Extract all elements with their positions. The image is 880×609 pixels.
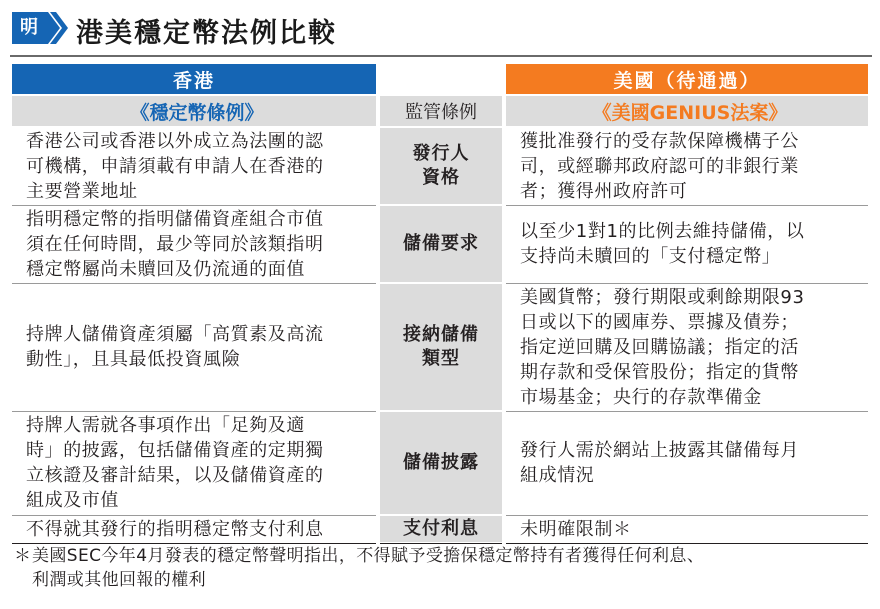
category-cell [380, 206, 502, 282]
hk-cell [12, 516, 376, 542]
middle-column-header: 監管條例 [380, 96, 502, 126]
us-text-line: 市場基金；央行的存款準備金 [520, 386, 762, 408]
us-text-line: 日或以下的國庫券、票據及債券； [520, 311, 799, 333]
hk-text-line: 持牌人儲備資產須屬「高質素及高流 [26, 324, 324, 345]
footnote [14, 544, 870, 592]
category-cell [380, 516, 502, 542]
category-cell [380, 284, 502, 410]
hk-cell [12, 284, 376, 410]
hk-text-line: 立核證及審計結果，以及儲備資產的 [26, 465, 324, 486]
us-text-line: 未明確限制＊ [520, 518, 632, 540]
us-text-line: 期存款和受保管股份；指定的貨幣 [520, 361, 799, 383]
hk-cell [12, 412, 376, 514]
hk-text-line: 主要營業地址 [26, 180, 138, 202]
us-text-line: 組成情況 [520, 465, 595, 486]
hk-cell [12, 128, 376, 204]
footnote-line: 利潤或其他回報的權利 [32, 570, 206, 590]
us-cell [506, 412, 868, 514]
hk-text-line: 動性」，且具最低投資風險 [26, 349, 241, 370]
table-row-reserve-types [12, 284, 868, 410]
logo-char: 明 [20, 17, 38, 38]
us-cell [506, 206, 868, 282]
hk-text-line: 穩定幣屬尚未贖回及仍流通的面值 [26, 258, 305, 280]
category-label-line: 儲備披露 [403, 452, 479, 473]
category-label-line: 儲備要求 [403, 233, 479, 254]
us-text-line: 獲批准發行的受存款保障機構子公 [520, 130, 799, 152]
table-row-reserve-requirement [12, 206, 868, 282]
hk-text-line: 可機構，申請須載有申請人在香港的 [26, 155, 324, 177]
hk-text-line: 指明穩定幣的指明儲備資產組合市值 [26, 208, 324, 230]
us-column-header: 美國（待通過） [506, 64, 868, 94]
hk-text-line: 不得就其發行的指明穩定幣支付利息 [26, 518, 324, 540]
us-text-line: 美國貨幣；發行期限或剩餘期限93 [520, 286, 805, 308]
hk-column-header: 香港 [12, 64, 376, 94]
hk-cell [12, 206, 376, 282]
us-text-line: 支持尚未贖回的「支付穩定幣」 [520, 246, 781, 267]
table-row-issuer [12, 128, 868, 204]
footnote-marker: ＊ [14, 546, 32, 566]
footnote-line: 美國SEC今年4月發表的穩定幣聲明指出，不得賦予受擔保穩定幣持有者獲得任何利息、 [32, 546, 705, 566]
hk-text-line: 持牌人需就各事項作出「足夠及適 [26, 415, 305, 436]
us-cell [506, 284, 868, 410]
title-divider [10, 55, 872, 57]
category-label-line: 發行人 [412, 143, 470, 164]
category-label-line: 類型 [422, 348, 460, 369]
category-cell [380, 128, 502, 204]
us-text-line: 司，或經聯邦政府認可的非銀行業 [520, 155, 799, 177]
hk-text-line: 時」的披露，包括儲備資產的定期獨 [26, 440, 324, 461]
us-text-line: 者；獲得州政府許可 [520, 180, 688, 202]
us-text-line: 以至少1對1的比例去維持儲備，以 [520, 221, 805, 242]
category-label-line: 接納儲備 [403, 324, 479, 345]
category-cell [380, 412, 502, 514]
header [10, 8, 872, 50]
us-cell [506, 516, 868, 542]
ming-pao-logo [10, 8, 70, 48]
us-text-line: 指定逆回購及回購協議；指定的活 [520, 336, 799, 358]
category-label-line: 資格 [422, 167, 460, 188]
hk-text-line: 組成及市值 [26, 490, 119, 511]
us-law-name: 《美國GENIUS法案》 [506, 96, 868, 126]
us-text-line: 發行人需於網站上披露其儲備每月 [520, 440, 799, 461]
table-row-disclosure [12, 412, 868, 514]
category-label-line: 支付利息 [403, 518, 479, 539]
hk-text-line: 須在任何時間，最少等同於該類指明 [26, 233, 324, 255]
page-title: 港美穩定幣法例比較 [76, 18, 337, 49]
subheader-row [12, 96, 868, 126]
table-row-interest [12, 516, 868, 542]
hk-law-name: 《穩定幣條例》 [12, 96, 376, 126]
us-cell [506, 128, 868, 204]
hk-text-line: 香港公司或香港以外成立為法團的認 [26, 130, 324, 152]
